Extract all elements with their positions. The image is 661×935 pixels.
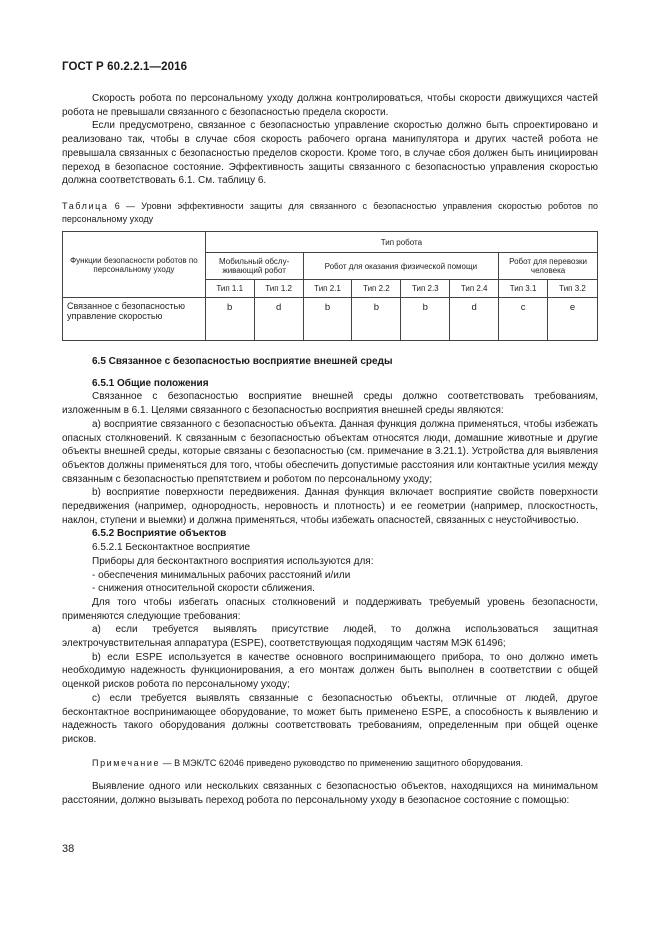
table-row-label: Связанное с безопасностью управление скоростью xyxy=(63,298,206,341)
paragraph: Приборы для бесконтактного восприятия используются для: xyxy=(92,555,374,567)
note xyxy=(62,757,598,771)
table-type: Тип 3.2 xyxy=(548,280,598,298)
section-6-5 xyxy=(62,355,598,808)
table-type: Тип 2.4 xyxy=(450,280,499,298)
subsection-heading: 6.5.2.1 Бесконтактное восприятие xyxy=(92,542,251,554)
list-item: а) восприятие связанного с безопасностью объекта. Данная функция должна применяться, чтобы избежать опасных столкновений. К связанным с безопасностью объектам относятся люди, домашние животные и другие объекты внешней среды, которые связаны с безопасностью (см. примечание в 3.21.1). Устройства для выявления объектов должны применяться для того, чтобы обеспечить допустимые расстояния или контактные усилия между связанным с безопасностью препятствием и роботом по персональному уходу; xyxy=(62,418,598,485)
table-group-physical: Робот для оказания физической помощи xyxy=(303,253,499,280)
table-caption-label: Таблица xyxy=(62,201,109,211)
table-cell: d xyxy=(254,298,303,341)
table-type: Тип 1.2 xyxy=(254,280,303,298)
table-cell: c xyxy=(499,298,548,341)
table-group-transport: Робот для перевозки человека xyxy=(499,253,598,280)
table-header-functions: Функции безопасности роботов по персональному уходу xyxy=(63,232,206,298)
document-header: ГОСТ Р 60.2.2.1—2016 xyxy=(62,61,188,73)
table-cell: b xyxy=(401,298,450,341)
table-cell: b xyxy=(303,298,352,341)
table-type: Тип 1.1 xyxy=(205,280,254,298)
list-item: b) если ESPE используется в качестве основного воспринимающего прибора, то оно должно иметь необходимую надежность функционирования, а его монтаж должен быть выполнен в соответствии с общей оценкой рисков робота по персональному уходу; xyxy=(62,651,598,691)
table-header-robot-type: Тип робота xyxy=(205,232,597,253)
table-type: Тип 2.2 xyxy=(352,280,401,298)
list-item: а) если требуется выявлять присутствие людей, то должна использоваться защитная электрочувствительная аппаратура (ESPE), соответствующая подходящим частям МЭК 61496; xyxy=(62,624,598,650)
subsection-heading: 6.5.2 Восприятие объектов xyxy=(92,528,227,540)
table-group-mobile: Мобильный обслу-живающий робот xyxy=(205,253,303,280)
table-6 xyxy=(62,231,598,341)
table-cell: b xyxy=(352,298,401,341)
table-cell: e xyxy=(548,298,598,341)
subsection-heading: 6.5.1 Общие положения xyxy=(92,377,209,389)
page-number: 38 xyxy=(62,843,75,855)
paragraph: Для того чтобы избегать опасных столкновений и поддерживать требуемый уровень безопасности, применяются следующие требования: xyxy=(62,596,598,622)
table-type: Тип 2.1 xyxy=(303,280,352,298)
table-caption-text: 6 — Уровни эффективности защиты для связанного с безопасностью управления скоростью роботов по персональному уходу xyxy=(62,201,598,224)
paragraph: Выявление одного или нескольких связанных с безопасностью объектов, находящихся на минимальном расстоянии, должно вызывать переход робота по персональному уходу в безопасное состояние с помощью: xyxy=(62,781,598,807)
table-caption xyxy=(62,200,598,225)
list-item: - снижения относительной скорости сближения. xyxy=(92,583,315,595)
note-text: — В МЭК/ТС 62046 приведено руководство по применению защитного оборудования. xyxy=(162,757,524,768)
table-cell: d xyxy=(450,298,499,341)
section-heading: 6.5 Связанное с безопасностью восприятие внешней среды xyxy=(92,356,393,367)
table-cell: b xyxy=(205,298,254,341)
table-type: Тип 2.3 xyxy=(401,280,450,298)
list-item: с) если требуется выявлять связанные с безопасностью объекты, отличные от людей, другое бесконтактное воспринимающее оборудование, то может быть применено ESPE, а способность к выявлению и надежность такого оборудования должны соответствовать требованиям, определенным при общей оценке рисков. xyxy=(62,692,598,745)
list-item: b) восприятие поверхности передвижения. Данная функция включает восприятие свойств поверхности передвижения (например, однородность, неровность и плотность) и ее геометрии (например, плоскостность, наклон, ступени и выемки) и должна применяться, чтобы избежать опасностей, связанных с неустойчивостью. xyxy=(62,487,598,526)
paragraph: Если предусмотрено, связанное с безопасностью управление скоростью должно быть спроектировано и реализовано так, чтобы в случае сбоя скорость рабочего органа манипулятора и других частей робота не превышала связанных с безопасностью пределов скорости. Кроме того, в случае сбоя должен быть инициирован переход в безопасное состояние. Эффективность защиты связанного с безопасностью управления скоростью должна соответствовать 6.1. См. таблицу 6. xyxy=(62,120,598,187)
intro-text xyxy=(62,92,598,188)
paragraph: Связанное с безопасностью восприятие внешней среды должно соответствовать требованиям, изложенным в 6.1. Целями связанного с безопасностью восприятия внешней среды являются: xyxy=(62,391,598,417)
paragraph: Скорость робота по персональному уходу должна контролироваться, чтобы скорости движущихся частей робота не превышали связанного с безопасностью предела скорости. xyxy=(62,93,598,118)
note-label: Примечание xyxy=(92,757,161,768)
table-type: Тип 3.1 xyxy=(499,280,548,298)
list-item: - обеспечения минимальных рабочих расстояний и/или xyxy=(92,569,351,581)
